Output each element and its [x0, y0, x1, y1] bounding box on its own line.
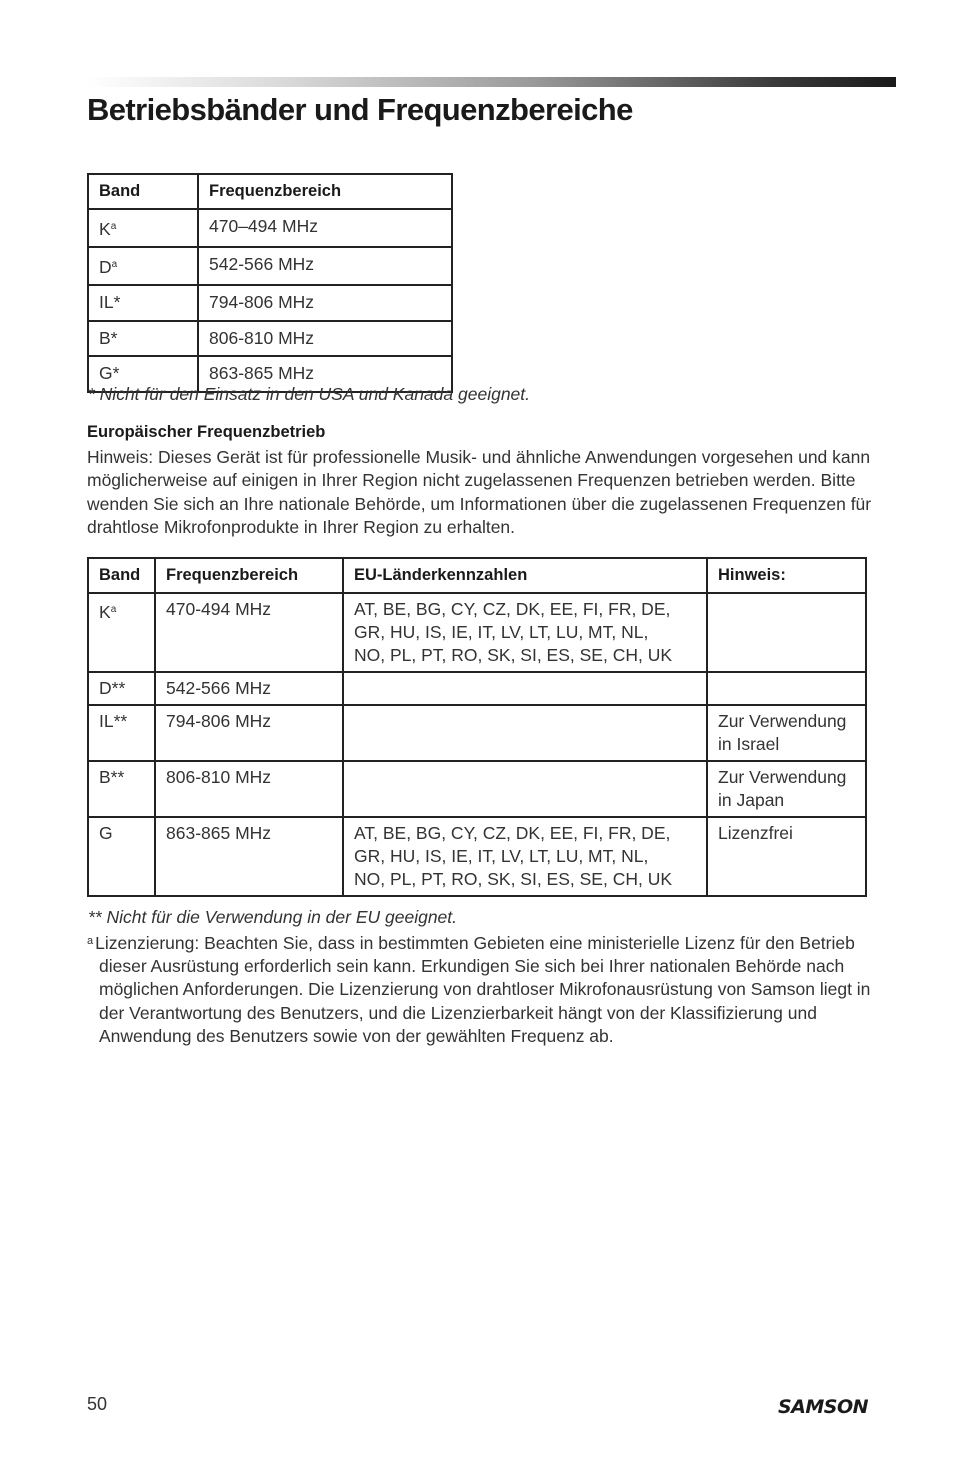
- footnote-mark: a: [110, 221, 117, 233]
- note-cell: Lizenzfrei: [707, 817, 866, 896]
- note-cell: Zur Verwendung in Israel: [707, 705, 866, 761]
- column-header-countries: EU-Länderkennzahlen: [343, 558, 707, 593]
- licensing-footnote: [87, 930, 899, 1048]
- table-row: [88, 209, 452, 247]
- band-cell: $K^a$: [88, 593, 155, 672]
- eu-section-heading: Europäischer Frequenzbetrieb: [87, 423, 326, 441]
- note-cell: [707, 593, 866, 672]
- table-header-row: [88, 174, 452, 209]
- table-row: [88, 321, 452, 356]
- eu-section-body: Hinweis: Dieses Gerät ist für professionelle Musik- und ähnliche Anwendungen vorgesehen und kann möglicherweise auf einigen in Ihrer Region nicht zugelassenen Frequenzen betrieben werden. Bitte wenden Sie sich an Ihre nationale Behörde, um Informationen über die zugelassenen Frequenzen für drahtlose Mikrofonprodukte in Ihrer Region zu erhalten.: [87, 447, 872, 537]
- eu-frequency-table: [87, 557, 867, 897]
- usa-canada-note: * Nicht für den Einsatz in den USA und Kanada geeignet.: [88, 384, 531, 404]
- band-cell: IL**: [88, 705, 155, 761]
- frequency-cell: 863-865 MHz: [198, 356, 452, 391]
- table-row: [88, 817, 866, 896]
- frequency-cell: 470–494 MHz: [198, 209, 452, 247]
- brand-logo: SAMSON: [778, 1396, 869, 1418]
- band-cell: G: [88, 817, 155, 896]
- footnote-mark: a: [110, 604, 117, 615]
- table-row: [88, 761, 866, 817]
- frequency-cell: 542-566 MHz: [198, 247, 452, 285]
- countries-cell: AT, BE, BG, CY, CZ, DK, EE, FI, FR, DE, GR, HU, IS, IE, IT, LV, LT, LU, MT, NL, NO, PL, PT, RO, SK, SI, ES, SE, CH, UK: [343, 817, 707, 896]
- frequency-cell: 806-810 MHz: [198, 321, 452, 356]
- countries-cell: AT, BE, BG, CY, CZ, DK, EE, FI, FR, DE, GR, HU, IS, IE, IT, LV, LT, LU, MT, NL, NO, PL, PT, RO, SK, SI, ES, SE, CH, UK: [343, 593, 707, 672]
- page-number: 50: [87, 1394, 108, 1414]
- column-header-frequency: Frequenzbereich: [155, 558, 343, 593]
- band-cell: D**: [88, 672, 155, 705]
- column-header-band: Band: [88, 174, 198, 209]
- frequency-cell: 806-810 MHz: [155, 761, 343, 817]
- page-title: Betriebsbänder und Frequenzbereiche: [87, 92, 633, 127]
- band-frequency-table: [87, 173, 453, 393]
- table-header-row: [88, 558, 866, 593]
- header-gradient-bar: [88, 77, 896, 87]
- table-row: [88, 247, 452, 285]
- frequency-cell: 542-566 MHz: [155, 672, 343, 705]
- band-cell: G*: [88, 356, 198, 391]
- band-cell: B*: [88, 321, 198, 356]
- eu-use-note: ** Nicht für die Verwendung in der EU geeignet.: [88, 907, 458, 927]
- frequency-cell: 794-806 MHz: [155, 705, 343, 761]
- footnote-mark: a: [111, 259, 118, 271]
- countries-cell: [343, 672, 707, 705]
- footnote-text: Lizenzierung: Beachten Sie, dass in bestimmten Gebieten eine ministerielle Lizenz für den Betrieb dieser Ausrüstung erforderlich sein kann. Erkundigen Sie sich bei Ihrer nationalen Behörde nach möglichen Anforderungen. Die Lizenzierung von drahtloser Mikrofonausrüstung von Samson liegt in der Verantwortung des Benutzers, und die Lizenzierbarkeit hängt von der Klassifizierung und Anwendung des Benutzers sowie von der gewählten Frequenz ab.: [95, 933, 871, 1046]
- countries-cell: [343, 705, 707, 761]
- band-cell: $K^a$: [88, 209, 198, 247]
- table-row: [88, 705, 866, 761]
- column-header-note: Hinweis:: [707, 558, 866, 593]
- countries-cell: [343, 761, 707, 817]
- frequency-cell: 794-806 MHz: [198, 285, 452, 320]
- table-row: [88, 593, 866, 672]
- note-cell: [707, 672, 866, 705]
- band-cell: IL*: [88, 285, 198, 320]
- table-row: [88, 672, 866, 705]
- band-cell: B**: [88, 761, 155, 817]
- table-row: [88, 285, 452, 320]
- frequency-cell: 863-865 MHz: [155, 817, 343, 896]
- band-cell: $D^a$: [88, 247, 198, 285]
- footnote-mark: a: [87, 935, 94, 947]
- frequency-cell: 470-494 MHz: [155, 593, 343, 672]
- column-header-band: Band: [88, 558, 155, 593]
- note-cell: Zur Verwendung in Japan: [707, 761, 866, 817]
- column-header-frequency: Frequenzbereich: [198, 174, 452, 209]
